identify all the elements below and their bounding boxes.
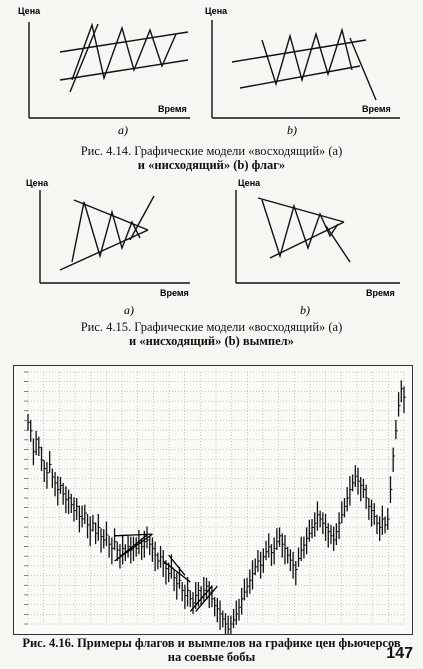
- caption-line: Рис. 4.16. Примеры флагов и вымпелов на графике цен фьючерсов: [22, 636, 401, 650]
- caption-line: Рис. 4.14. Графические модели «восходящий» (a): [80, 144, 343, 158]
- price-chart-svg: [14, 366, 412, 634]
- x-axis-label: Время: [160, 288, 189, 298]
- pennant-up-panel: [40, 190, 190, 283]
- panel-label: a): [118, 123, 128, 137]
- y-axis-label: Цена: [205, 6, 228, 16]
- panel-label: a): [124, 303, 134, 317]
- figure-caption: [0, 320, 423, 348]
- figure-4-15: [0, 0, 423, 320]
- caption-line: и «нисходящий» (b) флаг»: [137, 158, 286, 172]
- figure-caption: [0, 636, 423, 664]
- panel-label: b): [300, 303, 310, 317]
- panel-label: b): [287, 123, 297, 137]
- pennant-upper: [258, 198, 344, 222]
- caption-line: и «нисходящий» (b) вымпел»: [129, 334, 294, 348]
- pennant-lower: [60, 230, 148, 270]
- x-axis-label: Время: [158, 104, 187, 114]
- pennant-down-panel: [236, 190, 400, 283]
- y-axis-label: Цена: [26, 178, 49, 188]
- y-axis-label: Цена: [18, 6, 41, 16]
- pennant-zigzag: [72, 202, 140, 262]
- price-chart: [13, 365, 413, 635]
- caption-line: Рис. 4.15. Графические модели «восходящий» (a): [80, 320, 343, 334]
- caption-line: на соевые бобы: [167, 650, 256, 664]
- y-axis-label: Цена: [238, 178, 261, 188]
- x-axis-label: Время: [366, 288, 395, 298]
- x-axis-label: Время: [362, 104, 391, 114]
- breakout-line: [326, 226, 350, 262]
- page-number: 147: [386, 645, 413, 662]
